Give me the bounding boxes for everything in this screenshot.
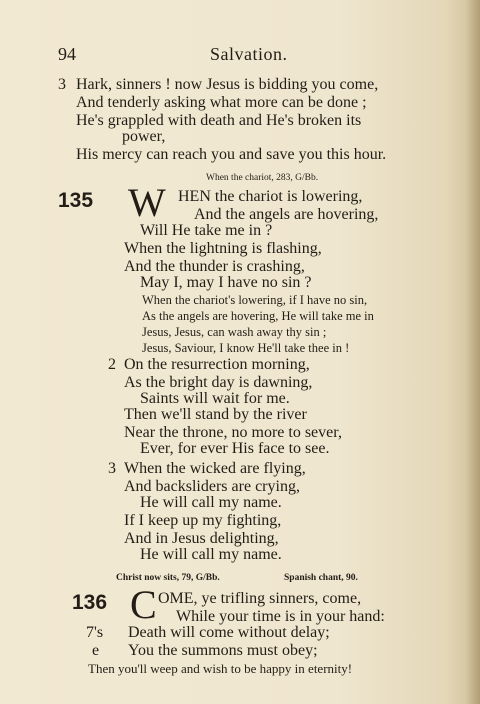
- hymn-line: He will call my name.: [140, 494, 282, 511]
- drop-cap: W: [128, 180, 166, 225]
- hymn-line: And the angels are hovering,: [194, 206, 379, 223]
- section-title: Salvation.: [210, 44, 288, 64]
- drop-cap: C: [130, 582, 157, 627]
- hymn-line: When the wicked are flying,: [124, 460, 306, 477]
- verse-line: And tenderly asking what more can be done ;: [76, 94, 367, 111]
- hymn-line: When the lightning is flashing,: [124, 240, 322, 257]
- verse-number: 2: [108, 356, 116, 373]
- tune-reference: Spanish chant, 90.: [284, 573, 358, 583]
- verse-number: 3: [108, 460, 116, 477]
- verse-number: 3: [58, 76, 66, 93]
- key-label: e: [92, 642, 100, 659]
- chorus-line: Jesus, Saviour, I know He'll take thee in !: [142, 341, 350, 355]
- chorus-line: Jesus, Jesus, can wash away thy sin ;: [142, 325, 327, 339]
- hymn-line: OME, ye trifling sinners, come,: [158, 590, 362, 607]
- hymn-line: You the summons must obey;: [128, 642, 318, 659]
- verse-line: Hark, sinners ! now Jesus is bidding you come,: [76, 76, 379, 93]
- hymn-line: On the resurrection morning,: [124, 356, 310, 373]
- hymn-line: And backsliders are crying,: [124, 478, 300, 495]
- hymn-line: If I keep up my fighting,: [124, 512, 282, 529]
- hymn-line: While your time is in your hand:: [176, 608, 385, 625]
- tune-reference: Christ now sits, 79, G/Bb.: [116, 573, 220, 583]
- chorus-line: When the chariot's lowering, if I have no sin,: [142, 293, 368, 307]
- hymn-line: Near the throne, no more to sever,: [124, 424, 342, 441]
- hymn-line: Then you'll weep and wish to be happy in eternity!: [88, 661, 353, 676]
- page-number: 94: [58, 44, 76, 64]
- hymn-line: And the thunder is crashing,: [124, 258, 305, 275]
- hymn-line: As the bright day is dawning,: [124, 374, 313, 391]
- hymn-line: HEN the chariot is lowering,: [178, 188, 363, 205]
- hymn-line: He will call my name.: [140, 546, 282, 563]
- tune-reference: When the chariot, 283, G/Bb.: [206, 173, 319, 183]
- page-edge-shadow: [466, 0, 480, 704]
- hymn-line: Ever, for ever His face to see.: [140, 440, 330, 457]
- chorus-line: As the angels are hovering, He will take me in: [142, 309, 374, 323]
- hymn-line: Will He take me in ?: [140, 222, 273, 239]
- hymn-line: Then we'll stand by the river: [124, 406, 307, 423]
- verse-line: His mercy can reach you and save you this hour.: [76, 146, 387, 163]
- hymn-line: May I, may I have no sin ?: [140, 274, 312, 291]
- hymn-line: Saints will wait for me.: [140, 390, 290, 407]
- hymn-line: And in Jesus delighting,: [124, 530, 279, 547]
- hymn-number: 135: [58, 189, 94, 212]
- verse-line: He's grappled with death and He's broken its: [76, 112, 362, 129]
- hymn-line: Death will come without delay;: [128, 624, 330, 641]
- verse-line: power,: [122, 128, 166, 145]
- hymn-number: 136: [72, 591, 108, 614]
- meter-label: 7's: [86, 624, 104, 641]
